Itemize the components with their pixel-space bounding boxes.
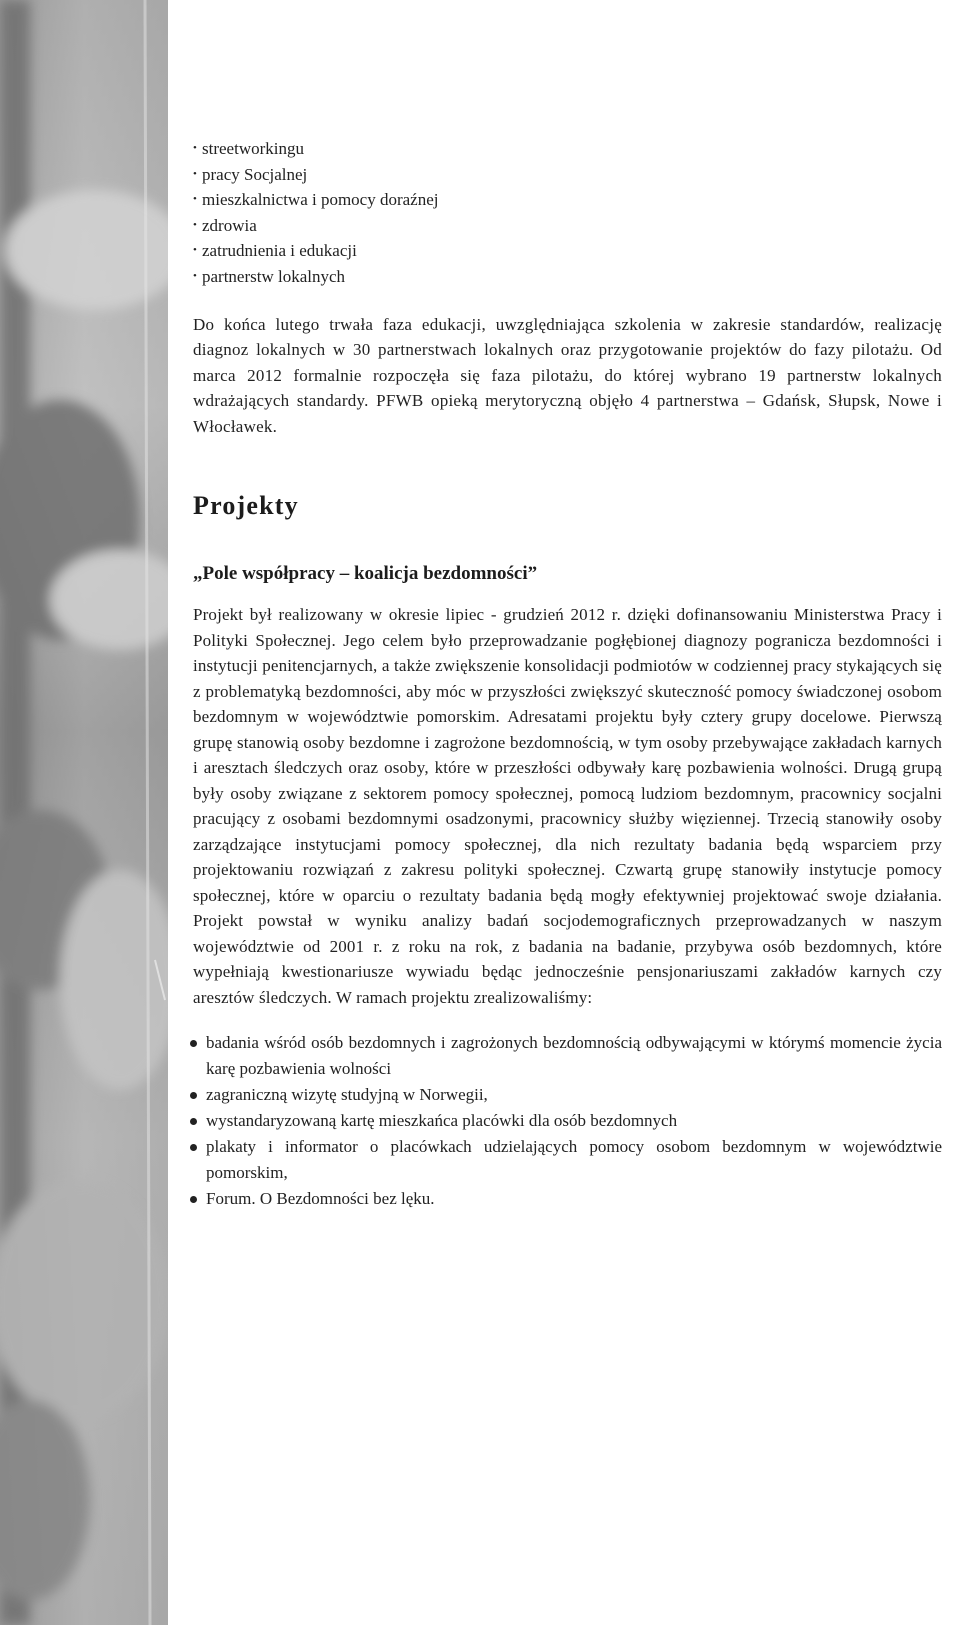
standards-list <box>193 136 942 290</box>
bullet-icon <box>190 1118 197 1125</box>
list-item-text: plakaty i informator o placówkach udzielających pomocy osobom bezdomnym w województwie pomorskim, <box>206 1137 942 1183</box>
bullet-icon: • <box>193 193 197 206</box>
decorative-sidebar-photo <box>0 0 168 1625</box>
list-item-text: Forum. O Bezdomności bez lęku. <box>206 1189 435 1209</box>
bullet-icon: • <box>193 218 197 231</box>
bullet-icon <box>190 1144 197 1151</box>
list-item-text: partnerstw lokalnych <box>202 266 346 286</box>
list-item <box>193 162 942 188</box>
list-item <box>193 1134 942 1186</box>
list-item-text: zagraniczną wizytę studyjną w Norwegii, <box>206 1085 488 1105</box>
bullet-icon: • <box>193 167 197 180</box>
list-item <box>193 213 942 239</box>
education-phase-paragraph: Do końca lutego trwała faza edukacji, uwzględniająca szkolenia w zakresie standardów, realizację diagnoz lokalnych w 30 partnerstwach lokalnych oraz przygotowanie projektów do fazy pilotażu. Od marca 2012 formalnie rozpoczęła się faza pilotażu, do której wybrano 19 partnerstw lokalnych wdrażających standardy. PFWB opieką merytoryczną objęło 4 partnerstwa – Gdańsk, Słupsk, Nowe i Włocławek. <box>193 314 942 436</box>
bullet-icon: • <box>193 142 197 154</box>
list-item-text: wystandaryzowaną kartę mieszkańca placówki dla osób bezdomnych <box>206 1111 678 1131</box>
list-item <box>193 1186 942 1212</box>
sidebar-texture <box>0 0 168 1625</box>
bullet-icon <box>190 1196 197 1203</box>
list-item-text: streetworkingu <box>202 139 304 158</box>
bullet-icon <box>190 1092 197 1099</box>
document-content <box>193 136 942 1212</box>
section-title: Projekty <box>193 491 299 521</box>
bullet-icon <box>190 1040 197 1047</box>
list-item-text: mieszkalnictwa i pomocy doraźnej <box>202 190 439 210</box>
list-item-text: zatrudnienia i edukacji <box>202 241 357 261</box>
list-item <box>193 136 942 162</box>
bullet-icon: • <box>193 269 197 282</box>
project-title: „Pole współpracy – koalicja bezdomności” <box>193 563 538 585</box>
list-item-text: zdrowia <box>202 215 257 235</box>
list-item <box>193 238 942 264</box>
list-item <box>193 264 942 290</box>
bullet-icon: • <box>193 244 197 257</box>
list-item-text: badania wśród osób bezdomnych i zagrożonych bezdomnością odbywającymi w którymś momencie życia karę pozbawienia wolności <box>206 1033 942 1079</box>
list-item <box>193 1030 942 1082</box>
list-item <box>193 1108 942 1134</box>
list-item <box>193 1082 942 1108</box>
list-item <box>193 187 942 213</box>
project-description-paragraph: Projekt był realizowany w okresie lipiec - grudzień 2012 r. dzięki dofinansowaniu Ministerstwa Pracy i Polityki Społecznej. Jego celem było przeprowadzanie pogłębionej diagnozy pogranicza bezdomności i instytucji penitencjarnych, a także zwiększenie konsolidacji podmiotów w codziennej pracy stykających się z problematyką bezdomności, aby móc w przyszłości zwiększyć skuteczność pomocy świadczonej osobom bezdomnym w województwie pomorskim. Adresatami projektu były cztery grupy docelowe. Pierwszą grupę stanowią osoby bezdomne i zagrożone bezdomnością, w tym osoby przebywające zakładach karnych i aresztach śledczych oraz osoby, które w przeszłości odbywały karę pozbawienia wolności. Drugą grupą były osoby związane z sektorem pomocy społecznej, pomocą ludziom bezdomnym, pracownicy socjalni pracujący z osobami bezdomnymi osadzonymi, pracownicy służby więziennej. Trzecią stanowiły osoby zarządzające instytucjami pomocy społecznej, dla nich rezultaty badania będą wsparciem przy projektowaniu rozwiązań z zakresu polityki społecznej. Czwartą grupę stanowiły instytucje pomocy społecznej, które w oparciu o rezultaty badania będą mogły efektywniej projektować swoje działania. Projekt powstał w wyniku analizy badań socjodemograficznych przeprowadzanych w naszym województwie od 2001 r. z roku na rok, z badania na badanie, przybywa osób bezdomnych, które wypełniają kwestionariusze wywiadu będąc jednocześnie pensjonariuszami zakładów karnych czy aresztów śledczych. W ramach projektu zrealizowaliśmy: <box>193 605 942 1007</box>
project-outcomes-list <box>193 1030 942 1212</box>
list-item-text: pracy Socjalnej <box>202 164 308 184</box>
